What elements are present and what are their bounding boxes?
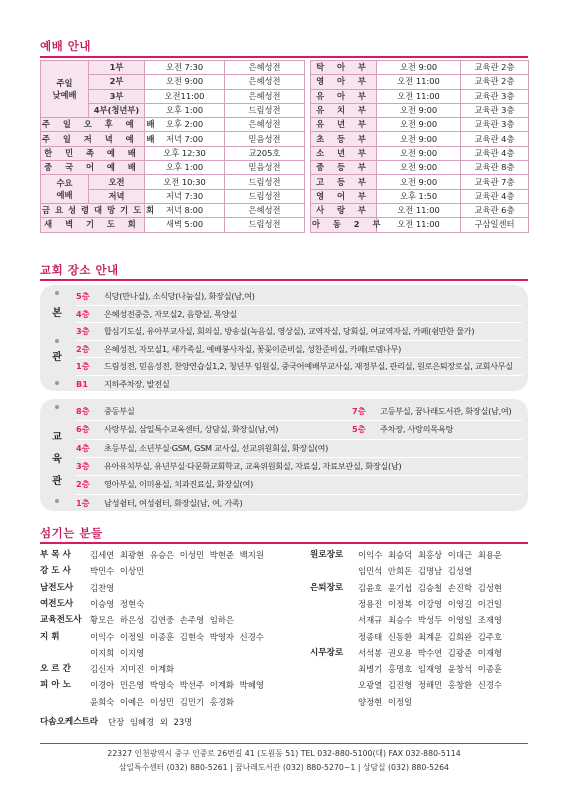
worship-place: 믿음성전 (225, 161, 305, 175)
edu-floor-row (76, 457, 401, 475)
dept-name: 유 치 부 (311, 103, 377, 117)
worship-time: 저녁 7:30 (145, 189, 225, 203)
floor-label: B1 (76, 378, 88, 389)
servant-names: 이지희 이지영 (90, 647, 145, 658)
bullet-dot (55, 339, 59, 343)
floor-label: 4층 (76, 442, 90, 453)
floor-rooms: 중등부실 (104, 406, 135, 416)
servant-names: 김윤호 윤기섭 김승철 손진학 김성현 (358, 582, 503, 593)
floor-label: 1층 (76, 497, 90, 508)
dept-time: 오전 9:00 (377, 161, 461, 175)
dept-time: 오전 9:00 (377, 146, 461, 160)
worship-time: 오후 12:30 (145, 146, 225, 160)
servant-role: 시무장로 (310, 647, 344, 658)
worship-row (41, 89, 529, 103)
dept-place: 교육관 3층 (461, 89, 529, 103)
servant-names: 오광열 김진형 정해민 홍창환 신경수 (358, 680, 503, 691)
main-floor-row (76, 305, 237, 323)
floor-rooms: 초등부실, 소년부실·GSM, GSM 교사실, 선교위원회실, 화장실(여) (104, 442, 329, 453)
floor-rooms: 주차장, 사랑의목욕탕 (380, 424, 454, 435)
worship-time: 저녁 8:00 (145, 203, 225, 217)
floor-label: 3층 (76, 326, 90, 336)
places-title: 교회 장소 안내 (40, 263, 119, 277)
dept-name: 아 동 2 부 (311, 218, 377, 232)
servant-role: 강 도 사 (40, 566, 71, 577)
worship-subname: 저녁 (89, 189, 145, 203)
floor-label: 2층 (76, 479, 90, 490)
dept-name: 영 어 부 (311, 189, 377, 203)
edu-floor-row (76, 420, 278, 438)
main-floor-row (76, 375, 169, 393)
worship-place: 은혜성전 (225, 89, 305, 103)
servants-title: 섬기는 분들 (40, 526, 103, 540)
worship-row (41, 75, 529, 89)
worship-name: 한 민 족 예 배 (41, 146, 145, 160)
worship-name: 새 벽 기 도 회 (41, 218, 145, 232)
edu-floor-row (76, 402, 134, 420)
main-building-label: 관 (52, 352, 62, 363)
worship-place: 은혜성전 (225, 118, 305, 132)
worship-place: 드림성전 (225, 189, 305, 203)
floor-label: 1층 (76, 361, 90, 371)
worship-row (41, 203, 529, 217)
worship-row (41, 146, 529, 160)
worship-time: 저녁 7:00 (145, 132, 225, 146)
dept-name: 탁 아 부 (311, 61, 377, 75)
floor-label: 4층 (76, 308, 90, 319)
floor-label: 7층 (352, 406, 366, 416)
main-building-box (40, 285, 528, 391)
worship-time: 오전 9:00 (145, 75, 225, 89)
footer-address: 22327 인천광역시 중구 인중로 26번길 41 (도원동 51) TEL 032-880-5100(대) FAX 032-880-5114 (107, 749, 461, 758)
dept-place: 교육관 4층 (461, 132, 529, 146)
bullet-dot (55, 405, 59, 409)
orchestra-names: 단장 임혜경 외 23명 (108, 717, 193, 727)
worship-title: 예배 안내 (40, 39, 91, 53)
servant-role: 교육전도사 (40, 615, 82, 626)
floor-rooms: 사랑부실, 삼일특수교육센터, 상담실, 화장실(남,여) (104, 424, 279, 435)
dept-time: 오전 11:00 (377, 218, 461, 232)
servant-names: 윤희숙 이예은 이성민 김민기 홍경화 (90, 696, 235, 707)
bullet-dot (55, 381, 59, 385)
servant-names: 이익수 이정일 이종훈 김현숙 박영자 신경수 (90, 631, 264, 642)
dept-place: 교육관 3층 (461, 118, 529, 132)
worship-name: 주 일 저 녁 예 배 (41, 132, 145, 146)
worship-row (41, 61, 529, 75)
worship-category: 주일 낮예배 (41, 61, 89, 118)
servant-names: 정용진 이정복 이강영 이영길 이건일 (358, 598, 503, 609)
main-building-label: 본 (52, 308, 62, 319)
worship-name: 주 일 오 후 예 배 (41, 118, 145, 132)
floor-rooms: 남성쉼터, 여성쉼터, 화장실(남, 여, 가족) (104, 497, 243, 508)
worship-category: 수요 예배 (41, 175, 89, 204)
servant-role: 여전도사 (40, 598, 74, 609)
floor-rooms: 지하주차장, 발전실 (104, 378, 170, 389)
dept-place: 교육관 2층 (461, 75, 529, 89)
servant-names: 임민석 안희돈 김명남 김성열 (358, 566, 473, 577)
floor-rooms: 고등부실, 꿈나래도서관, 화장실(남,여) (380, 406, 512, 416)
worship-place: 믿음성전 (225, 132, 305, 146)
worship-place: 드림성전 (225, 218, 305, 232)
dept-name: 사 랑 부 (311, 203, 377, 217)
servant-names: 이익수 최승덕 최홍상 이대근 최용운 (358, 550, 503, 560)
dept-place: 교육관 7층 (461, 175, 529, 189)
worship-time: 오전 10:30 (145, 175, 225, 189)
dept-name: 영 아 부 (311, 75, 377, 89)
edu-floor-row (76, 494, 242, 512)
dept-place: 교육관 8층 (461, 161, 529, 175)
dept-place: 교육관 3층 (461, 103, 529, 117)
dept-time: 오전 11:00 (377, 75, 461, 89)
bullet-dot (55, 499, 59, 503)
edu-floor-row (352, 402, 511, 420)
dept-name: 초 등 부 (311, 132, 377, 146)
edu-floor-row (352, 420, 453, 438)
worship-schedule-table (40, 60, 529, 233)
servant-names: 정종태 신동환 최계운 김희완 김주호 (358, 631, 503, 642)
floor-label: 5층 (76, 291, 90, 301)
servant-names: 서석봉 권오용 박수연 김광준 이재형 (358, 647, 503, 658)
floor-label: 8층 (76, 406, 90, 416)
dept-place: 교육관 2층 (461, 61, 529, 75)
worship-place: 은혜성전 (225, 61, 305, 75)
floor-label: 3층 (76, 460, 90, 471)
worship-time: 오전 7:30 (145, 61, 225, 75)
dept-name: 중 등 부 (311, 161, 377, 175)
dept-time: 오전 9:00 (377, 132, 461, 146)
servant-role: 원로장로 (310, 550, 344, 560)
worship-name: 중 국 어 예 배 (41, 161, 145, 175)
floor-rooms: 은혜성전중층, 자모실2, 음향실, 목양실 (104, 308, 237, 319)
worship-subname: 4부(청년부) (89, 103, 145, 117)
main-floor-row (76, 287, 255, 305)
worship-place: 드림성전 (225, 175, 305, 189)
servant-names: 이승영 정현숙 (90, 598, 145, 609)
edu-floor-row (76, 439, 328, 457)
floor-rooms: 은혜성전, 자모실1, 새가족실, 예배봉사자실, 꽃꽂이준비실, 성찬준비실, 카페(로뎀나무) (104, 343, 402, 354)
worship-name: 금요성령대망기도회 (41, 203, 145, 217)
servant-names: 김찬영 (90, 582, 115, 593)
servant-names: 최병기 홍명호 임재영 윤창석 이종훈 (358, 664, 503, 675)
worship-row (41, 189, 529, 203)
dept-name: 소 년 부 (311, 146, 377, 160)
floor-rooms: 드림성전, 믿음성전, 찬양연습실1,2, 청년부 임원실, 중국어예배부교사실, 재정부실, 관리실, 원로은퇴장로실, 교회사무실 (104, 361, 513, 371)
worship-place: 은혜성전 (225, 203, 305, 217)
floor-label: 6층 (76, 424, 90, 435)
worship-row (41, 118, 529, 132)
worship-time: 오후 2:00 (145, 118, 225, 132)
servant-names: 황모은 하은성 김연중 손주영 임하은 (90, 615, 235, 626)
servant-role: 지 휘 (40, 631, 60, 642)
dept-place: 교육관 6층 (461, 203, 529, 217)
edu-floor-row (76, 475, 253, 493)
footer-phones: 삼일특수센터 (032) 880-5261 | 꿈나래도서관 (032) 880-5270~1 | 상담실 (032) 880-5264 (118, 763, 450, 772)
education-building-box (40, 399, 528, 511)
dept-time: 오전 9:00 (377, 103, 461, 117)
floor-rooms: 유아유치부실, 유년부실·다문화교회학교, 교육위원회실, 자료실, 자료보관실, 화장실(남) (104, 460, 402, 471)
worship-row (41, 132, 529, 146)
dept-place: 구삼일센터 (461, 218, 529, 232)
worship-row (41, 175, 529, 189)
main-floor-row (76, 357, 513, 375)
worship-title-underline (40, 56, 528, 58)
worship-place: 드림성전 (225, 103, 305, 117)
dept-time: 오전 11:00 (377, 89, 461, 103)
servants-title-underline (40, 542, 528, 544)
servant-role: 부 목 사 (40, 550, 71, 560)
servant-names: 양정현 이정일 (358, 696, 413, 707)
education-building-label: 관 (52, 476, 62, 487)
dept-name: 고 등 부 (311, 175, 377, 189)
floor-label: 5층 (352, 424, 366, 435)
floor-rooms: 합심기도실, 유아부교사실, 회의실, 방송실(녹음실, 영상실), 교역자실, 당회실, 여교역자실, 카페(쉼만한 물가) (104, 326, 475, 336)
worship-place: 은혜성전 (225, 75, 305, 89)
servant-names: 김신자 지미진 이계화 (90, 664, 175, 675)
main-floor-row (76, 340, 401, 358)
servant-role: 은퇴장로 (310, 582, 344, 593)
education-building-label: 육 (52, 454, 62, 465)
dept-place: 교육관 4층 (461, 189, 529, 203)
servant-role: 오 르 간 (40, 664, 71, 675)
worship-row (41, 161, 529, 175)
floor-rooms: 식당(만나실), 소식당(나눔실), 화장실(남,여) (104, 291, 255, 301)
worship-subname: 1부 (89, 61, 145, 75)
worship-subname: 오전 (89, 175, 145, 189)
bullet-dot (55, 291, 59, 295)
dept-name: 유 아 부 (311, 89, 377, 103)
worship-row (41, 218, 529, 232)
worship-subname: 3부 (89, 89, 145, 103)
worship-place: 교205호 (225, 146, 305, 160)
dept-time: 오전 9:00 (377, 61, 461, 75)
servant-role: 남전도사 (40, 582, 74, 593)
dept-time: 오전 9:00 (377, 175, 461, 189)
dept-time: 오전 9:00 (377, 118, 461, 132)
main-floor-row (76, 322, 474, 340)
servant-names: 김세연 최광현 유승은 이성민 박현준 백지원 (90, 550, 264, 560)
footer (40, 743, 528, 787)
worship-subname: 2부 (89, 75, 145, 89)
worship-time: 새벽 5:00 (145, 218, 225, 232)
servant-names: 박민수 이상민 (90, 566, 145, 577)
floor-rooms: 영아부실, 이미용실, 치과진료실, 화장실(여) (104, 479, 253, 490)
dept-name: 유 년 부 (311, 118, 377, 132)
dept-place: 교육관 4층 (461, 146, 529, 160)
servant-role: 피 아 노 (40, 680, 71, 691)
servant-names: 서재규 최승수 박성두 이영일 조재영 (358, 615, 503, 626)
worship-time: 오후 1:00 (145, 103, 225, 117)
dept-time: 오전 11:00 (377, 203, 461, 217)
floor-label: 2층 (76, 343, 90, 354)
dept-time: 오후 1:50 (377, 189, 461, 203)
worship-time: 오후 1:00 (145, 161, 225, 175)
servant-names: 이경아 민은영 박영숙 박선주 이계화 박혜영 (90, 680, 264, 691)
worship-time: 오전11:00 (145, 89, 225, 103)
worship-row (41, 103, 529, 117)
places-title-underline (40, 279, 528, 281)
education-building-label: 교 (52, 432, 62, 443)
orchestra-role: 다솜오케스트라 (40, 717, 99, 727)
